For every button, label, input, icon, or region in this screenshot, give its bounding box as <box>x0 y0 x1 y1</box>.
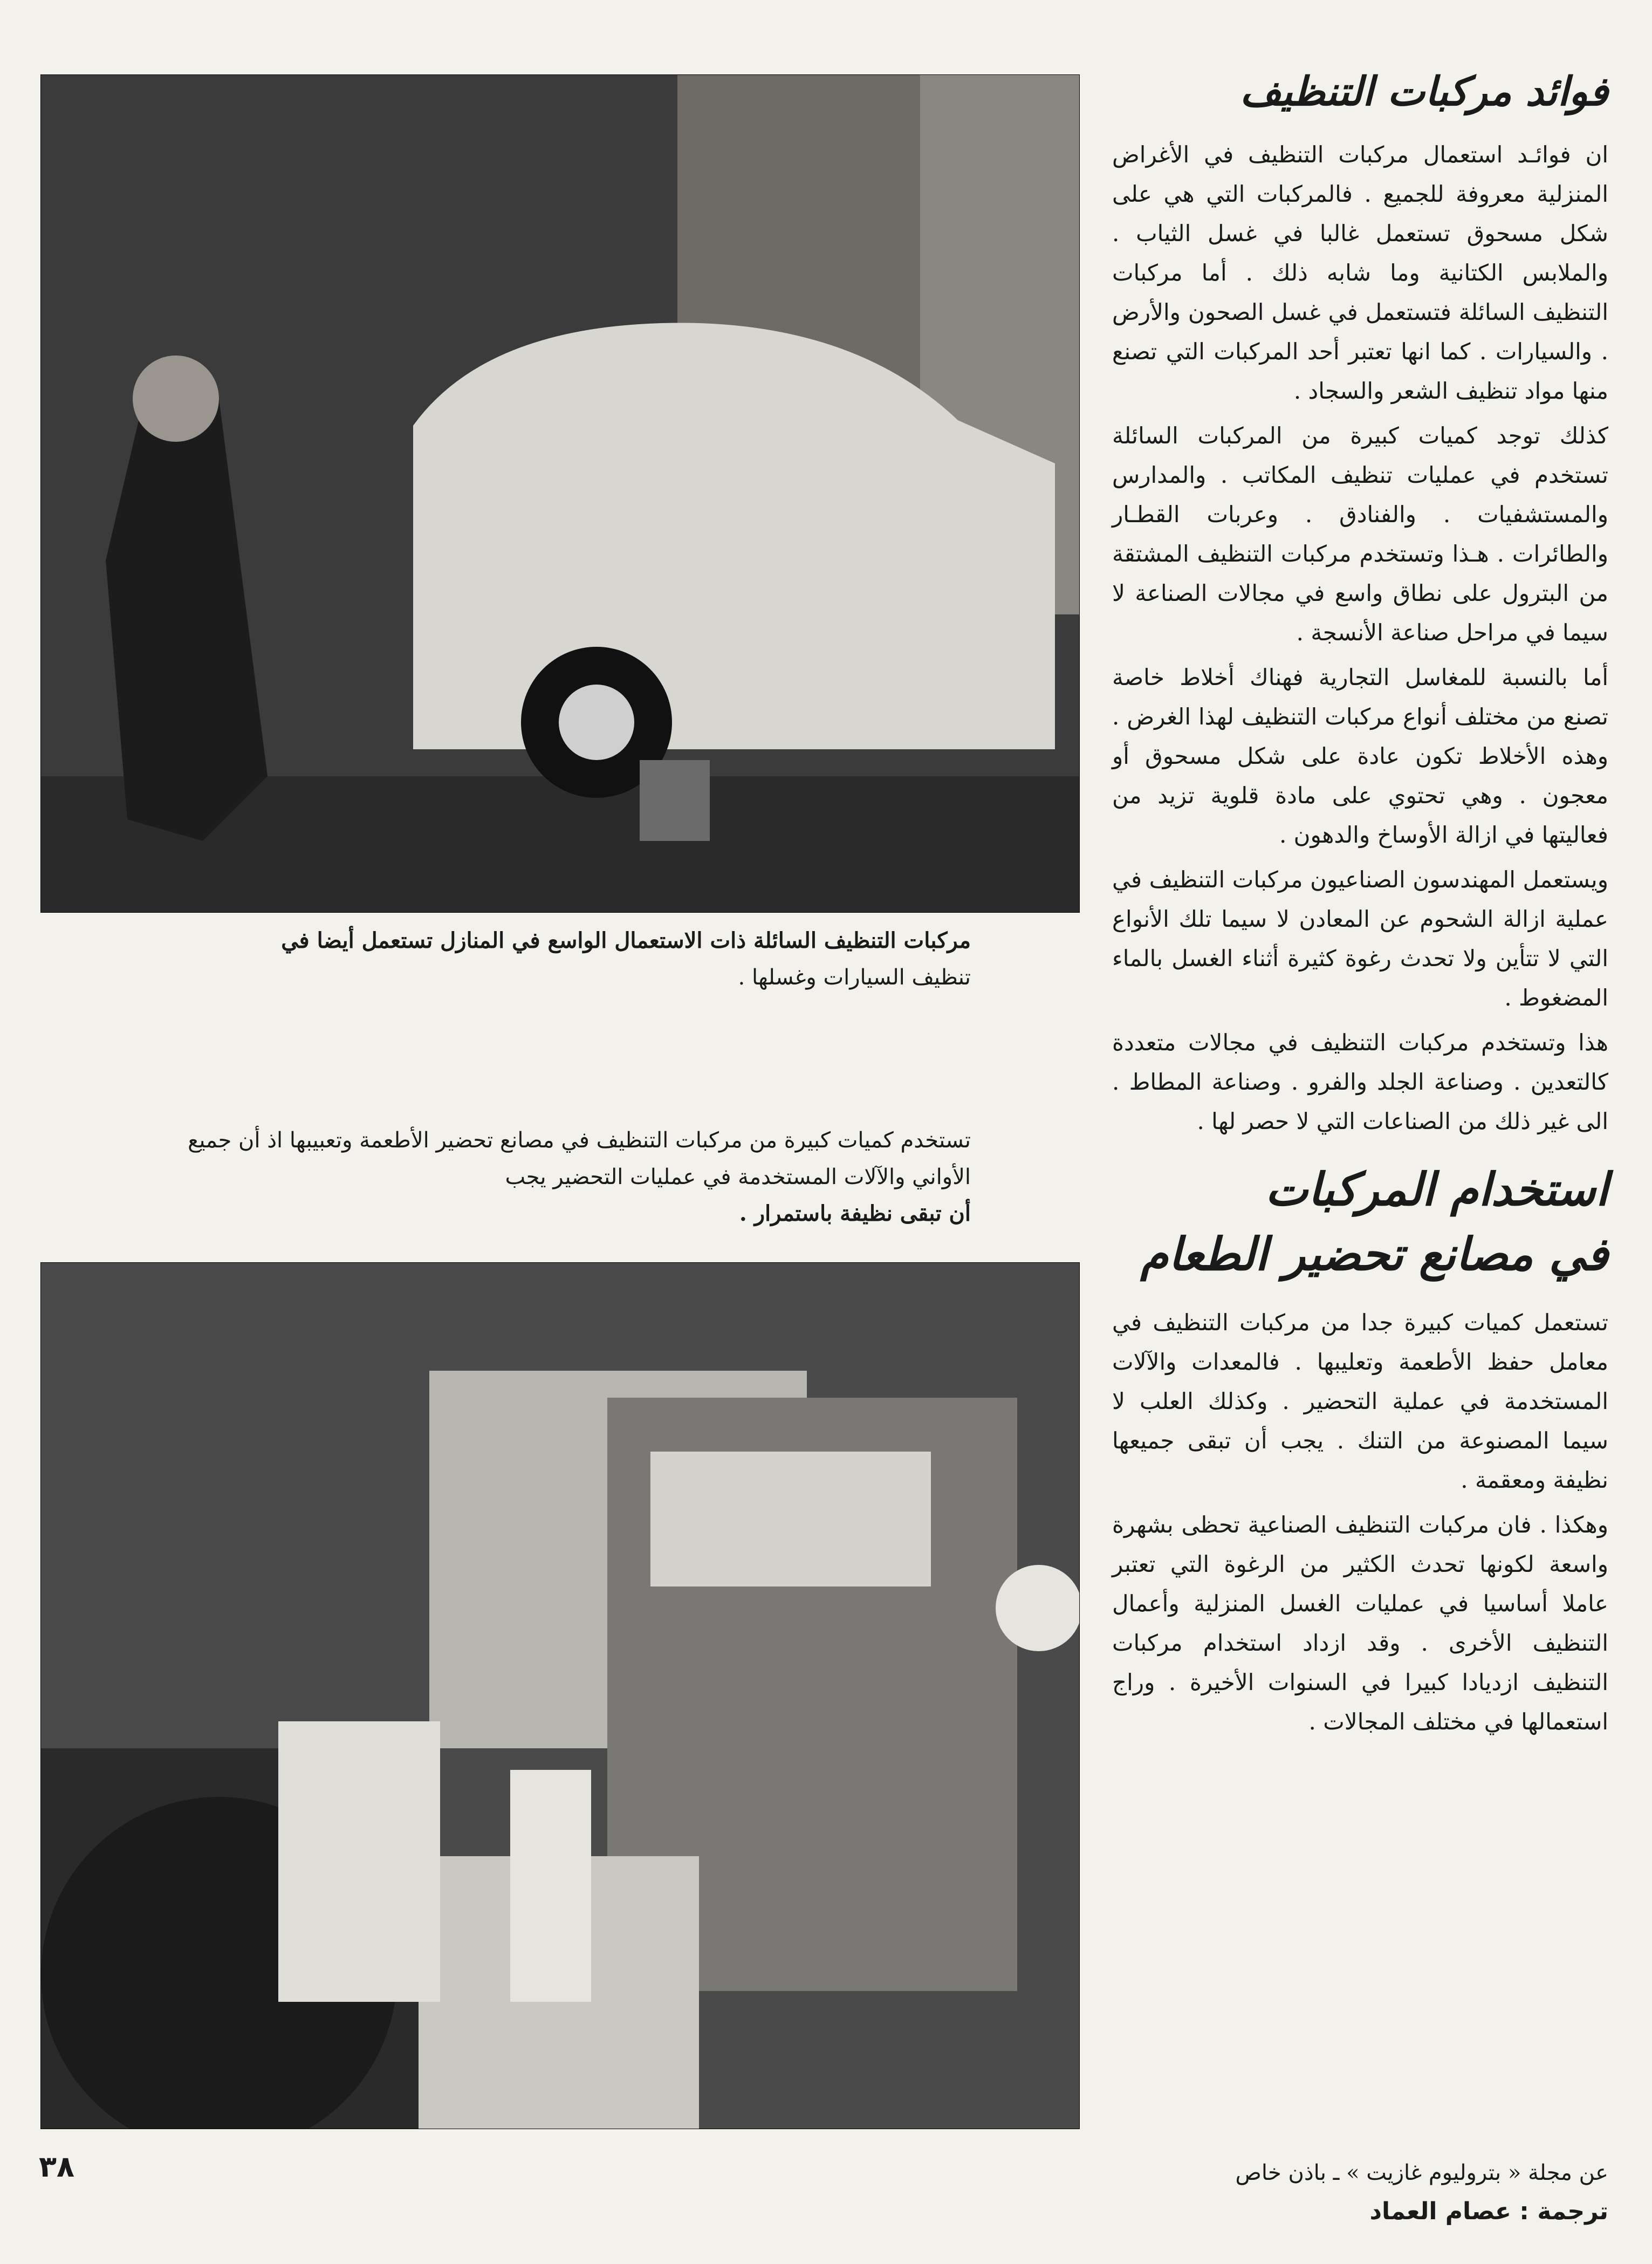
section1-paragraph: ان فوائـد استعمال مركبات التنظيف في الأغراض المنزلية معروفة للجميع . فالمركبات التي هي على شكل مسحوق تستعمل غالبا في غسل الثياب . والملابس الكتانية وما شابه ذلك . أما مركبات التنظيف السائلة فتستعمل في غسل الصحون والأرض . والسيارات . كما انها تعتبر أحد المركبات التي تصنع منها مواد تنظيف الشعر والسجاد . <box>1112 141 1608 404</box>
car-caption-text: تنظيف السيارات وغسلها . <box>738 965 971 990</box>
section2-paragraph: تستعمل كميات كبيرة جدا من مركبات التنظيف في معامل حفظ الأطعمة وتعليبها . فالمعدات والآلات المستخدمة في عملية التحضير . وكذلك العلب لا سيما المصنوعة من التنك . يجب أن تبقى جميعها نظيفة ومعقمة . <box>1112 1309 1609 1493</box>
section1-paragraph: كذلك توجد كميات كبيرة من المركبات السائلة تستخدم في عمليات تنظيف المكاتب . والمدارس والمستشفيات . والفنادق . وعربات القطـار والطائرات . هـذا وتستخدم مركبات التنظيف المشتقة من البترول على نطاق واسع في مجالات الصناعة لا سيما في مراحل صناعة الأنسجة . <box>1112 422 1608 646</box>
factory-caption-bold: أن تبقى نظيفة باستمرار . <box>739 1201 971 1226</box>
source-credit: عن مجلة « بتروليوم غازيت » ـ باذن خاص <box>1235 2160 1608 2185</box>
section1-title: فوائد مركبات التنظيف <box>1240 69 1608 115</box>
section2-paragraph: وهكذا . فان مركبات التنظيف الصناعية تحظى بشهرة واسعة لكونها تحدث الكثير من الرغوة التي تعتبر عاملا أساسيا في عمليات الغسل المنزلية وأعمال التنظيف الأخرى . وقد ازداد استخدام مركبات التنظيف ازديادا كبيرا في السنوات الأخيرة . وراج استعمالها في مختلف المجالات . <box>1112 1511 1608 1735</box>
car-caption-bold: مركبات التنظيف السائلة ذات الاستعمال الواسع في المنازل تستعمل أيضا في <box>281 928 971 953</box>
factory-caption-text: تستخدم كميات كبيرة من مركبات التنظيف في مصانع تحضير الأطعمة وتعبيبها اذ أن جميع الأواني والآلات المستخدمة في عمليات التحضير يجب <box>188 1128 971 1189</box>
article-column <box>1112 65 1608 1747</box>
section1-paragraph: أما بالنسبة للمغاسل التجارية فهناك أخلاط خاصة تصنع من مختلف أنواع مركبات التنظيف لهذا الغرض . وهذه الأخلاط تكون عادة على شكل مسحوق أو معجون . وهي تحتوي على مادة قلوية تزيد من فعاليتها في ازالة الأوساخ والدهون . <box>1112 664 1608 848</box>
translator-credit: ترجمة : عصام العماد <box>1369 2198 1608 2225</box>
car-wash-photo <box>40 74 1080 913</box>
factory-photo-caption <box>156 1122 971 1232</box>
car-photo-caption <box>97 922 971 996</box>
section2-title <box>1112 1157 1608 1287</box>
food-factory-photo <box>40 1262 1080 2129</box>
section2-title-line1: استخدام المركبات <box>1265 1163 1608 1216</box>
section1-paragraph: ويستعمل المهندسون الصناعيون مركبات التنظيف في عملية ازالة الشحوم عن المعادن لا سيما تلك الأنواع التي لا تتأين ولا تحدث رغوة كثيرة أثناء الغسل بالماء المضغوط . <box>1112 866 1608 1011</box>
page-number: ٣٨ <box>39 2150 74 2184</box>
section2-title-line2: في مصانع تحضير الطعام <box>1140 1228 1608 1281</box>
section1-paragraph: هذا وتستخدم مركبات التنظيف في مجالات متعددة كالتعدين . وصناعة الجلد والفرو . وصناعة المطاط . الى غير ذلك من الصناعات التي لا حصر لها . <box>1112 1029 1608 1134</box>
